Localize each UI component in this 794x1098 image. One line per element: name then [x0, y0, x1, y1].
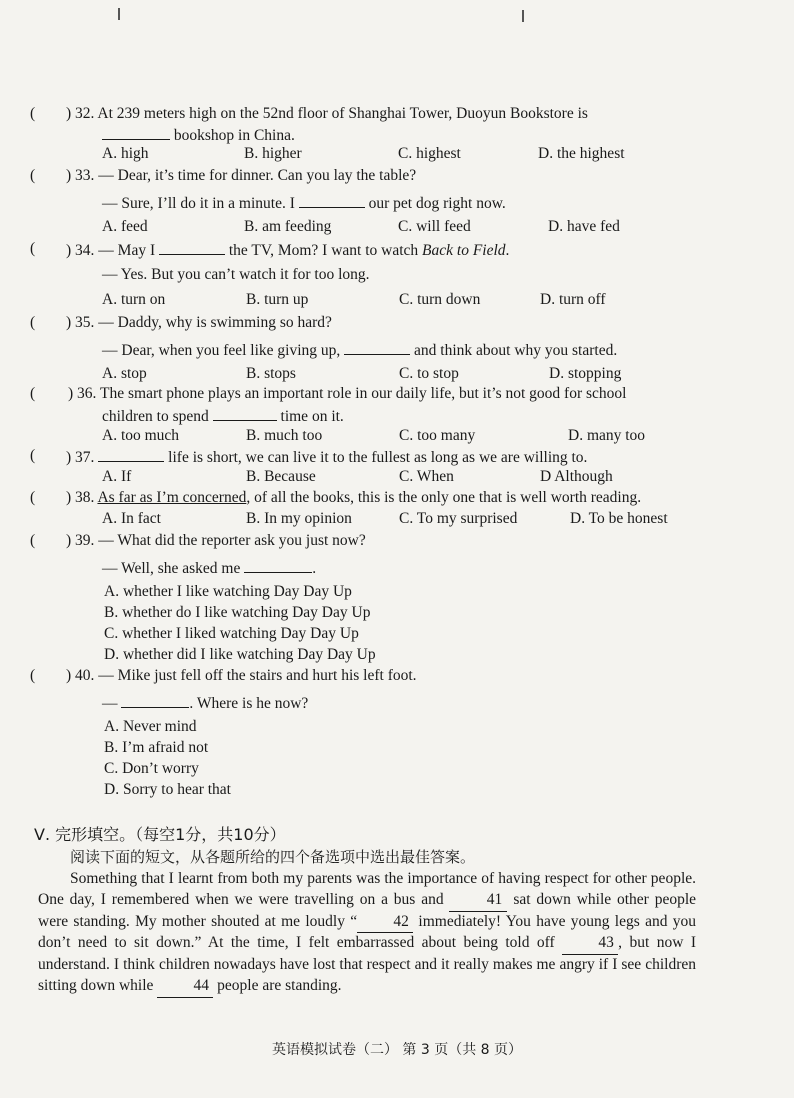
option-c: C. turn down	[399, 291, 481, 308]
option-c: C. To my surprised	[399, 510, 518, 527]
cloze-blank-44[interactable]: 44	[157, 976, 213, 998]
option-b: B. much too	[246, 427, 323, 444]
section-title: Ⅴ. 完形填空。（每空1分，共10分）	[34, 825, 286, 844]
option-a: A. feed	[102, 218, 148, 235]
question-stem: ) 37. life is short, we can live it to the fullest as long as we are willing to.	[66, 446, 587, 468]
option-a: A. turn on	[102, 291, 166, 308]
answer-bracket[interactable]: (	[30, 167, 36, 184]
option-b: B. am feeding	[244, 218, 332, 235]
option-a: A. too much	[102, 427, 180, 444]
cloze-blank-41[interactable]: 41	[449, 890, 507, 912]
answer-bracket[interactable]: (	[30, 105, 36, 122]
question-stem: ) 40. — Mike just fell off the stairs and hurt his left foot.	[66, 667, 417, 684]
option-c: C. When	[399, 468, 454, 485]
answer-blank	[121, 692, 189, 708]
option-d: D. Sorry to hear that	[104, 781, 231, 798]
answer-bracket[interactable]: (	[30, 532, 36, 549]
option-b: B. Because	[246, 468, 316, 485]
question-stem: ) 39. — What did the reporter ask you just now?	[66, 532, 366, 549]
answer-blank	[344, 339, 410, 355]
answer-bracket[interactable]: (	[30, 240, 36, 257]
question-stem: ) 32. At 239 meters high on the 52nd floor of Shanghai Tower, Duoyun Bookstore is	[66, 105, 588, 122]
answer-blank	[98, 446, 164, 462]
answer-blank	[102, 124, 170, 140]
option-c: C. too many	[399, 427, 476, 444]
option-b: B. higher	[244, 145, 302, 162]
option-c: C. to stop	[399, 365, 459, 382]
scan-mark	[522, 10, 524, 22]
option-d: D. To be honest	[570, 510, 668, 527]
answer-bracket[interactable]: (	[30, 385, 36, 402]
question-reply: — Well, she asked me .	[102, 557, 316, 579]
question-reply: — . Where is he now?	[102, 692, 308, 714]
answer-bracket[interactable]: (	[30, 314, 36, 331]
option-b: B. In my opinion	[246, 510, 352, 527]
option-c: C. Don’t worry	[104, 760, 199, 777]
option-c: C. whether I liked watching Day Day Up	[104, 625, 359, 642]
option-a: A. high	[102, 145, 149, 162]
answer-bracket[interactable]: (	[30, 667, 36, 684]
option-d: D. stopping	[549, 365, 622, 382]
answer-blank	[213, 405, 277, 421]
option-b: B. turn up	[246, 291, 309, 308]
option-d: D. whether did I like watching Day Day Up	[104, 646, 376, 663]
option-a: A. In fact	[102, 510, 161, 527]
question-reply: — Dear, when you feel like giving up, and think about why you started.	[102, 339, 617, 361]
answer-bracket[interactable]: (	[30, 489, 36, 506]
answer-blank	[244, 557, 312, 573]
scan-mark	[118, 8, 120, 20]
answer-blank	[299, 192, 365, 208]
cloze-blank-43[interactable]: 43	[562, 933, 618, 955]
question-stem: ) 35. — Daddy, why is swimming so hard?	[66, 314, 332, 331]
option-d: D. turn off	[540, 291, 606, 308]
option-d: D. have fed	[548, 218, 620, 235]
option-c: C. highest	[398, 145, 461, 162]
question-stem-cont: children to spend time on it.	[102, 405, 344, 427]
underlined-phrase: As far as I’m concerned	[97, 489, 247, 506]
question-reply: — Yes. But you can’t watch it for too long.	[102, 266, 370, 283]
option-c: C. will feed	[398, 218, 471, 235]
question-reply: — Sure, I’ll do it in a minute. I our pet dog right now.	[102, 192, 506, 214]
question-stem: ) 36. The smart phone plays an important role in our daily life, but it’s not good for school	[68, 385, 627, 402]
section-instruction: 阅读下面的短文，从各题所给的四个备选项中选出最佳答案。	[70, 848, 476, 866]
option-a: A. If	[102, 468, 132, 485]
option-a: A. Never mind	[104, 718, 197, 735]
question-stem: ) 38. As far as I’m concerned, of all the books, this is the only one that is well worth reading.	[66, 489, 642, 506]
option-b: B. whether do I like watching Day Day Up	[104, 604, 371, 621]
option-d: D. many too	[568, 427, 646, 444]
option-a: A. stop	[102, 365, 147, 382]
answer-bracket[interactable]: (	[30, 447, 36, 464]
option-d: D Although	[540, 468, 613, 485]
cloze-blank-42[interactable]: 42	[357, 912, 413, 934]
question-stem: ) 34. — May I the TV, Mom? I want to watch Back to Field.	[66, 239, 509, 261]
option-d: D. the highest	[538, 145, 625, 162]
cloze-passage: Something that I learnt from both my parents was the importance of having respect for other people. One day, I remembered when we were travelling on a bus and 41 sat down while other people were standing. My mother shouted at me loudly “ 42 immediately! You have young legs and you don’t need to sit down.” At the time, I felt embarrassed about being told off 43 , but now I understand. I think children nowadays have lost that respect and it really makes me angry if I see children sitting down while 44 people are standing.	[38, 869, 696, 998]
option-b: B. I’m afraid not	[104, 739, 209, 756]
option-b: B. stops	[246, 365, 296, 382]
question-stem-cont: bookshop in China.	[102, 124, 295, 146]
question-stem: ) 33. — Dear, it’s time for dinner. Can you lay the table?	[66, 167, 417, 184]
answer-blank	[159, 239, 225, 255]
page-footer: 英语模拟试卷（二） 第 3 页（共 8 页）	[271, 1042, 523, 1058]
option-a: A. whether I like watching Day Day Up	[104, 583, 352, 600]
